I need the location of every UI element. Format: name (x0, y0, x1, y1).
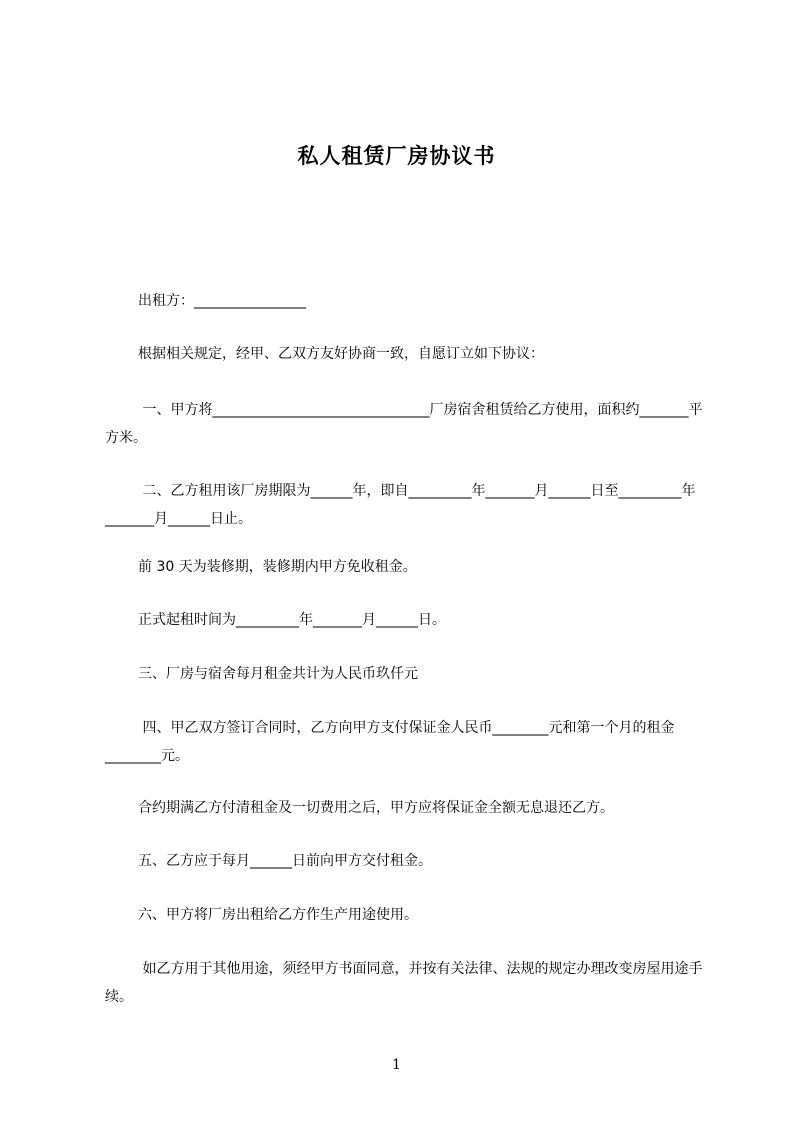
page-number: 1 (392, 1057, 401, 1073)
clause-1-paragraph: 一、甲方将_______________________________厂房宿舍租赁给乙方使用，面积约_______平方米。 (105, 402, 703, 446)
preamble-paragraph: 根据相关规定，经甲、乙双方友好协商一致，自愿订立如下协议： (138, 346, 544, 362)
rent-start-paragraph: 正式起租时间为_________年_______月______日。 (138, 612, 446, 628)
clause-4-paragraph: 四、甲乙双方签订合同时，乙方向甲方支付保证金人民币________元和第一个月的租金________元。 (105, 720, 675, 764)
deposit-refund-paragraph: 合约期满乙方付清租金及一切费用之后，甲方应将保证金全额无息退还乙方。 (138, 800, 614, 816)
clause-2-paragraph: 二、乙方租用该厂房期限为______年，即自_________年_______月______日至_________年_______月______日止。 (105, 483, 696, 527)
document-title: 私人租赁厂房协议书 (297, 144, 496, 168)
clause-5-paragraph: 五、乙方应于每月______日前向甲方交付租金。 (138, 853, 432, 869)
usage-change-paragraph: 如乙方用于其他用途，须经甲方书面同意，并按有关法律、法规的规定办理改变房屋用途手续。 (105, 961, 703, 1005)
clause-6-paragraph: 六、甲方将厂房出租给乙方作生产用途使用。 (138, 907, 418, 923)
clause-3-paragraph: 三、厂房与宿舍每月租金共计为人民币玖仟元 (138, 666, 418, 682)
lessor-line: 出租方：________________ (138, 293, 306, 309)
renovation-period-paragraph: 前 30 天为装修期，装修期内甲方免收租金。 (138, 559, 417, 575)
